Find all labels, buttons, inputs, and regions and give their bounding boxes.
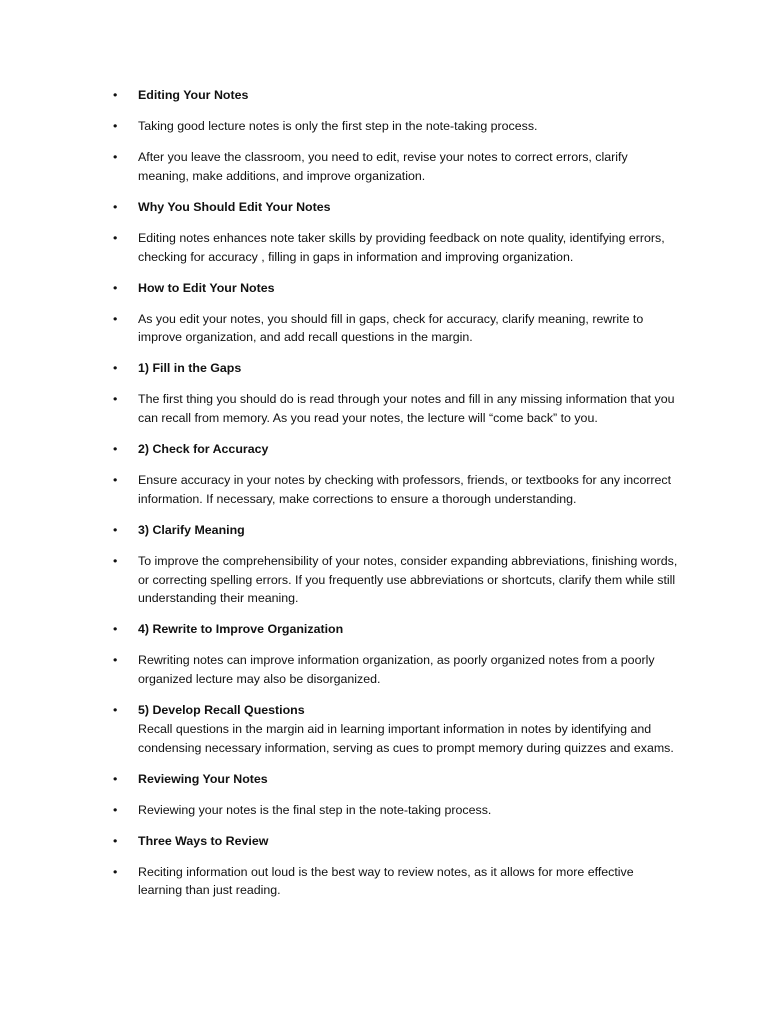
bullet-icon: • <box>113 88 118 102</box>
bullet-icon: • <box>113 553 118 568</box>
section-heading: 2) Check for Accuracy <box>138 442 269 457</box>
section-heading: Editing Your Notes <box>138 88 249 102</box>
item-text: Ensure accuracy in your notes by checking with professors, friends, or textbooks for any incorrect information. If necessary, make corrections to ensure a thorough understanding. <box>138 473 672 506</box>
list-item <box>113 651 678 689</box>
list-item <box>113 229 678 267</box>
list-item <box>113 863 678 901</box>
item-text: Reciting information out loud is the best way to review notes, as it allows for more effective learning than just reading. <box>138 864 634 898</box>
list-item <box>113 117 678 136</box>
item-text: To improve the comprehensibility of your notes, consider expanding abbreviations, finishing words, or correcting spelling errors. If you frequently use abbreviations or shortcuts, clarify them while still understanding their meaning. <box>138 553 678 606</box>
item-body-text: Recall questions in the margin aid in learning important information in notes by identifying and condensing necessary information, serving as cues to prompt memory during quizzes and exams. <box>138 721 674 755</box>
bullet-icon: • <box>113 392 118 407</box>
section-heading: How to Edit Your Notes <box>138 280 275 295</box>
heading-item <box>113 279 678 298</box>
section-heading: 3) Clarify Meaning <box>138 522 245 537</box>
bullet-icon: • <box>113 622 118 637</box>
item-text: After you leave the classroom, you need to edit, revise your notes to correct errors, clarify meaning, make additions, and improve organization. <box>138 149 628 183</box>
bullet-icon: • <box>113 311 118 326</box>
bullet-icon: • <box>113 522 118 537</box>
list-item <box>113 310 678 348</box>
section-heading: Why You Should Edit Your Notes <box>138 199 331 214</box>
bullet-icon: • <box>113 653 118 668</box>
heading-item <box>113 359 678 378</box>
item-text: Reviewing your notes is the final step in the note-taking process. <box>138 802 492 817</box>
item-text: Rewriting notes can improve information organization, as poorly organized notes from a poorly organized lecture may also be disorganized. <box>138 653 655 687</box>
list-item <box>113 801 678 820</box>
bullet-icon: • <box>113 802 118 817</box>
heading-item <box>113 832 678 851</box>
heading-item <box>113 620 678 639</box>
heading-item <box>113 770 678 789</box>
bullet-icon: • <box>113 771 118 786</box>
bullet-icon: • <box>113 833 118 848</box>
section-heading: 4) Rewrite to Improve Organization <box>138 622 344 637</box>
bullet-icon: • <box>113 473 118 488</box>
bullet-icon: • <box>113 442 118 457</box>
section-heading: 5) Develop Recall Questions <box>138 703 305 718</box>
bullet-icon: • <box>113 361 118 376</box>
bullet-icon: • <box>113 280 118 295</box>
bullet-icon: • <box>113 703 118 718</box>
list-item <box>113 552 678 608</box>
list-item <box>113 471 678 509</box>
item-text: Taking good lecture notes is only the first step in the note-taking process. <box>138 118 538 133</box>
bullet-icon: • <box>113 199 118 214</box>
list-item <box>113 390 678 428</box>
bullet-icon: • <box>113 864 118 879</box>
item-text: Editing notes enhances note taker skills by providing feedback on note quality, identifying errors, checking for accuracy , filling in gaps in information and improving organization. <box>138 230 665 264</box>
heading-item <box>113 198 678 217</box>
section-heading: Three Ways to Review <box>138 833 269 848</box>
bullet-list <box>113 86 678 900</box>
bullet-icon: • <box>113 149 118 164</box>
heading-item <box>113 701 678 757</box>
bullet-icon: • <box>113 230 118 245</box>
section-heading: Reviewing Your Notes <box>138 771 268 786</box>
heading-item <box>113 86 678 105</box>
bullet-icon: • <box>113 118 118 133</box>
heading-item <box>113 440 678 459</box>
section-heading: 1) Fill in the Gaps <box>138 361 242 376</box>
item-text: The first thing you should do is read through your notes and fill in any missing information that you can recall from memory. As you read your notes, the lecture will “come back” to you. <box>138 392 675 426</box>
list-item <box>113 148 678 186</box>
item-text: As you edit your notes, you should fill in gaps, check for accuracy, clarify meaning, rewrite to improve organization, and add recall questions in the margin. <box>138 311 644 345</box>
heading-item <box>113 521 678 540</box>
